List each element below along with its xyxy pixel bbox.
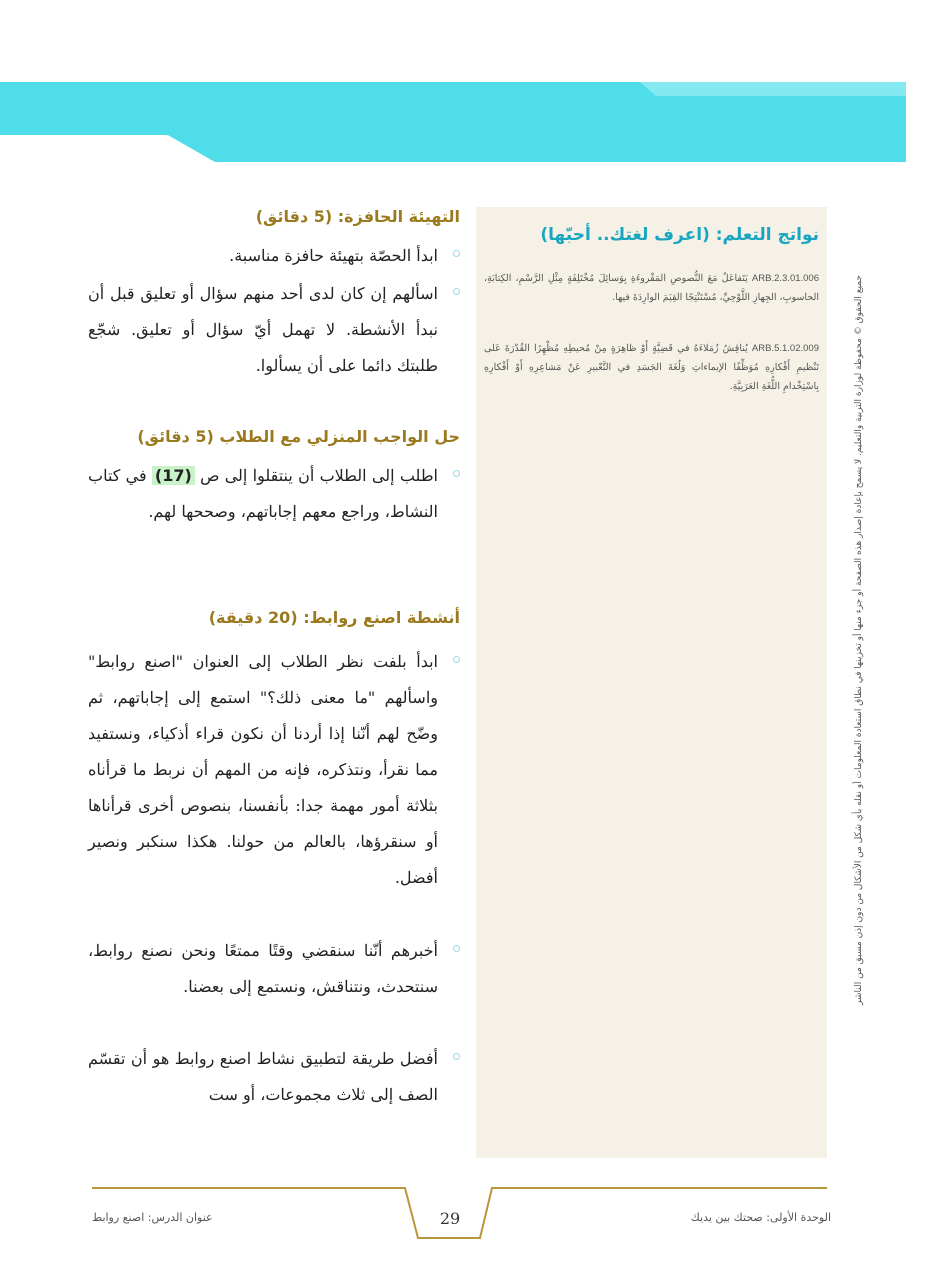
- learning-outcomes-panel: [476, 207, 827, 1158]
- page-reference-highlight: (17): [152, 466, 195, 485]
- outcome-2: [484, 339, 819, 396]
- list-item-text: [88, 458, 438, 530]
- bullet-icon: [453, 250, 460, 257]
- page-number: 29: [439, 1209, 461, 1228]
- bullet-icon: [453, 470, 460, 477]
- list-item: [88, 644, 460, 896]
- outcome-code: ARB.2.3.01.006: [751, 273, 819, 284]
- footer-unit: الوحدة الأولى: صحتك بين يديك: [690, 1211, 831, 1224]
- section-title-warmup: [256, 207, 460, 226]
- list-item: [88, 458, 460, 530]
- bullet-icon: [453, 288, 460, 295]
- section-title-text: أنشطة اصنع روابط:: [303, 608, 460, 627]
- section-title-homework: [137, 427, 460, 446]
- list-item-text: أفضل طريقة لتطبيق نشاط اصنع روابط هو أن تقسّم الصف إلى ثلاث مجموعات، أو ست: [88, 1049, 438, 1104]
- section-title-text: حل الواجب المنزلي مع الطلاب: [219, 427, 460, 446]
- main-content: [88, 0, 460, 1276]
- list-item: [88, 1041, 460, 1113]
- section-title-activities: [209, 608, 460, 627]
- list-item: [88, 238, 460, 274]
- list-item-text: اسألهم إن كان لدى أحد منهم سؤال أو تعليق قبل أن نبدأ الأنشطة. لا تهمل أيّ سؤال أو تعليق. شجّع طلبتك دائما على أن يسألوا.: [88, 284, 438, 375]
- outcome-code: ARB.5.1.02.009: [751, 343, 819, 354]
- list-item: [88, 933, 460, 1005]
- section-duration: (20 دقيقة): [208, 608, 298, 627]
- homework-text-end: في كتاب النشاط، وراجع معهم إجاباتهم، وصححها لهم.: [88, 466, 438, 521]
- footer-lesson: عنوان الدرس: اصنع روابط: [92, 1211, 213, 1224]
- header-band-accent: [640, 82, 906, 96]
- section-duration: (5 دقائق): [137, 427, 214, 446]
- list-item-text: ابدأ بلفت نظر الطلاب إلى العنوان "اصنع روابط" واسألهم "ما معنى ذلك؟" استمع إلى إجاباتهم، ثم وضّح لهم أنّنا إذا أردنا أن نكون قراء أذكياء، ونستفيد مما نقرأ، ونتذكره، فإنه من المهم أن نربط ما قرأناه بثلاثة أمور مهمة جدا: بأنفسنا، بنصوص أخرى قرأناها أو سنقرؤها، بالعالم من حولنا. هكذا سنكبر ونصير أفضل.: [88, 652, 438, 887]
- copyright-vertical: [849, 275, 869, 1005]
- bullet-icon: [453, 656, 460, 663]
- copyright-text: جميع الحقوق © محفوظة لوزارة التربية والتعليم. لا يسمح بإعادة إصدار هذه الصفحة أو جزء منها أو تخزينها في نطاق استعادة المعلومات أو نقله بأي شكل من الأشكال من دون إذن مسبق من الناشر: [854, 275, 864, 1005]
- list-item-text: ابدأ الحصّة بتهيئة حافزة مناسبة.: [229, 246, 438, 265]
- outcome-1: [484, 269, 819, 307]
- list-item: [88, 276, 460, 384]
- outcome-text: يَتَفاعَلُ مَعَ النُّصوصِ المَقْروءَةِ بِوَسائِلَ مُخْتَلِفَةٍ مِثْلِ الرَّسْمِ، الكِتابَةِ، الحاسوبِ، الجِهازِ اللَّوْحِيِّ، مُسْتَنْتِجًا القِيَمَ الوارِدَةَ فيها.: [484, 273, 819, 303]
- section-duration: (5 دقائق): [255, 207, 333, 226]
- homework-text-start: اطلب إلى الطلاب أن ينتقلوا إلى ص: [200, 466, 439, 485]
- learning-outcomes-title: نواتج التعلم: (اعرف لغتك.. أحبّها): [540, 225, 819, 245]
- outcome-text: يُناقِشُ زُمَلاءَهُ في قَضِيَّةٍ أَوْ ظاهِرَةٍ مِنْ مُحيطِهِ مُظْهِرًا القُدْرَةَ عَلى تَنْظيمِ أَفْكارِهِ مُوَظِّفًا الإيماءاتِ وَلُغَةَ الجَسَدِ في التَّعْبيرِ عَنْ مَشاعِرِهِ أَوْ أَفْكارِهِ بِاسْتِخْدامِ اللُّغَةِ العَرَبِيَّةِ.: [484, 343, 819, 392]
- bullet-icon: [453, 945, 460, 952]
- section-title-text: التهيئة الحافزة:: [337, 207, 460, 226]
- list-item-text: أخبرهم أنّنا سنقضي وقتًا ممتعًا ونحن نصنع روابط، سنتحدث، ونتناقش، ونستمع إلى بعضنا.: [88, 941, 438, 996]
- bullet-icon: [453, 1053, 460, 1060]
